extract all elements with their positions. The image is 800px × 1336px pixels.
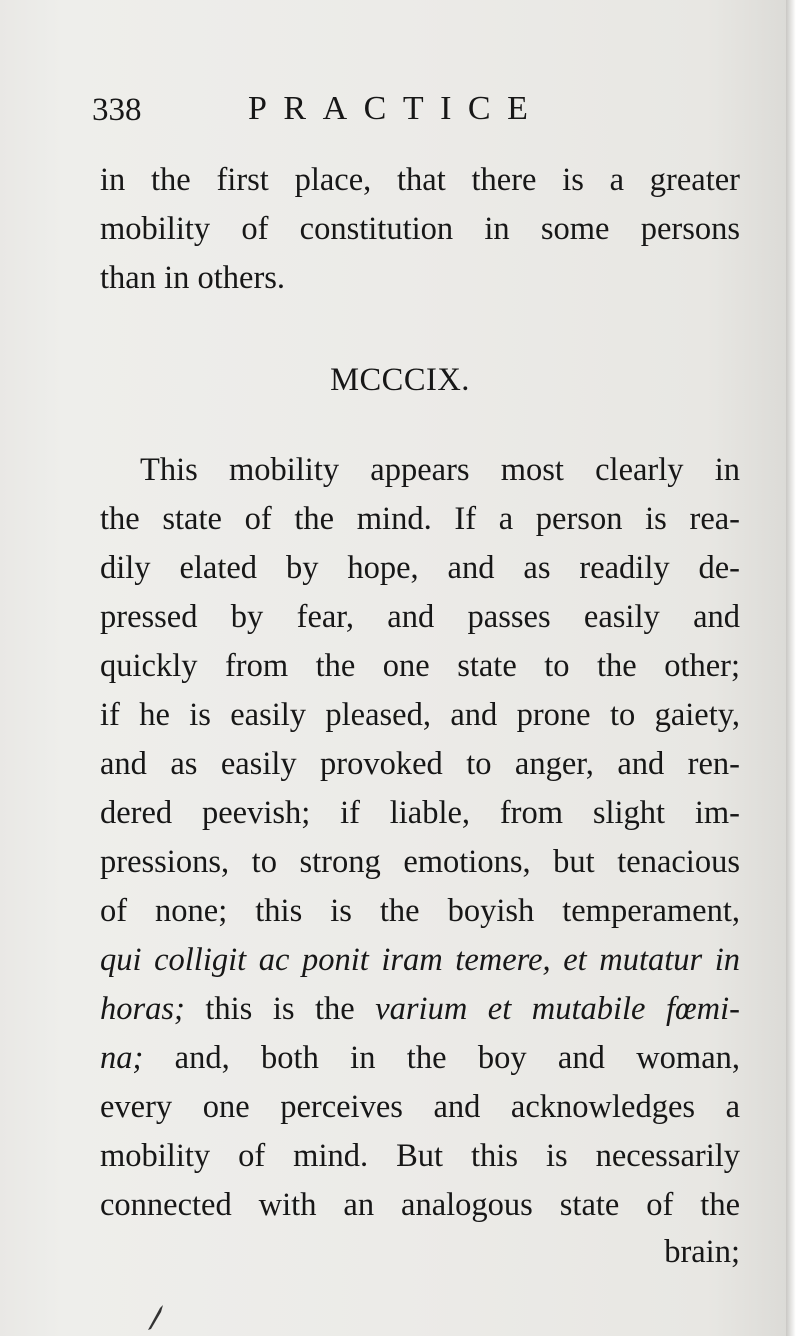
text-line-2: mobility of constitution in some persons — [100, 211, 740, 247]
text-line-10: and as easily provoked to anger, and ren- — [100, 746, 740, 782]
latin-quote: varium et mutabile fœmi- — [375, 991, 741, 1027]
page-edge — [786, 0, 800, 1336]
text-line-19: connected with an analogous state of the — [100, 1187, 740, 1223]
text-line-8: quickly from the one state to the other; — [100, 648, 740, 684]
catchword: brain; — [664, 1234, 740, 1270]
ink-mark — [146, 1302, 166, 1332]
latin-quote: na; — [100, 1040, 144, 1076]
text-line-14 — [100, 940, 740, 980]
text-line-11: dered peevish; if liable, from slight im- — [100, 795, 740, 831]
text-line-3: than in others. — [100, 260, 286, 296]
text-line-1: in the first place, that there is a greater — [100, 162, 740, 198]
text-line-13: of none; this is the boyish temperament, — [100, 893, 740, 929]
text-fragment: this is the — [184, 991, 376, 1027]
page-header — [0, 86, 786, 136]
text-line-17: every one perceives and acknowledges a — [100, 1089, 740, 1125]
text-fragment: and, both in the boy and woman, — [143, 1040, 740, 1076]
text-line-15 — [100, 989, 740, 1029]
latin-quote: qui colligit ac ponit iram temere, et mutatur in — [100, 942, 740, 978]
text-line-9: if he is easily pleased, and prone to gaiety, — [100, 697, 740, 733]
page-number: 338 — [92, 92, 142, 128]
text-line-7: pressed by fear, and passes easily and — [100, 599, 740, 635]
section-number: MCCCIX. — [330, 362, 470, 398]
latin-quote: horas; — [100, 991, 185, 1027]
text-line-18: mobility of mind. But this is necessarily — [100, 1138, 740, 1174]
text-line-6: dily elated by hope, and as readily de- — [100, 550, 740, 586]
text-line-12: pressions, to strong emotions, but tenacious — [100, 844, 740, 880]
text-line-16 — [100, 1038, 740, 1078]
text-line-4: This mobility appears most clearly in — [140, 452, 740, 488]
text-line-5: the state of the mind. If a person is rea- — [100, 501, 740, 537]
running-head: PRACTICE — [248, 90, 545, 127]
